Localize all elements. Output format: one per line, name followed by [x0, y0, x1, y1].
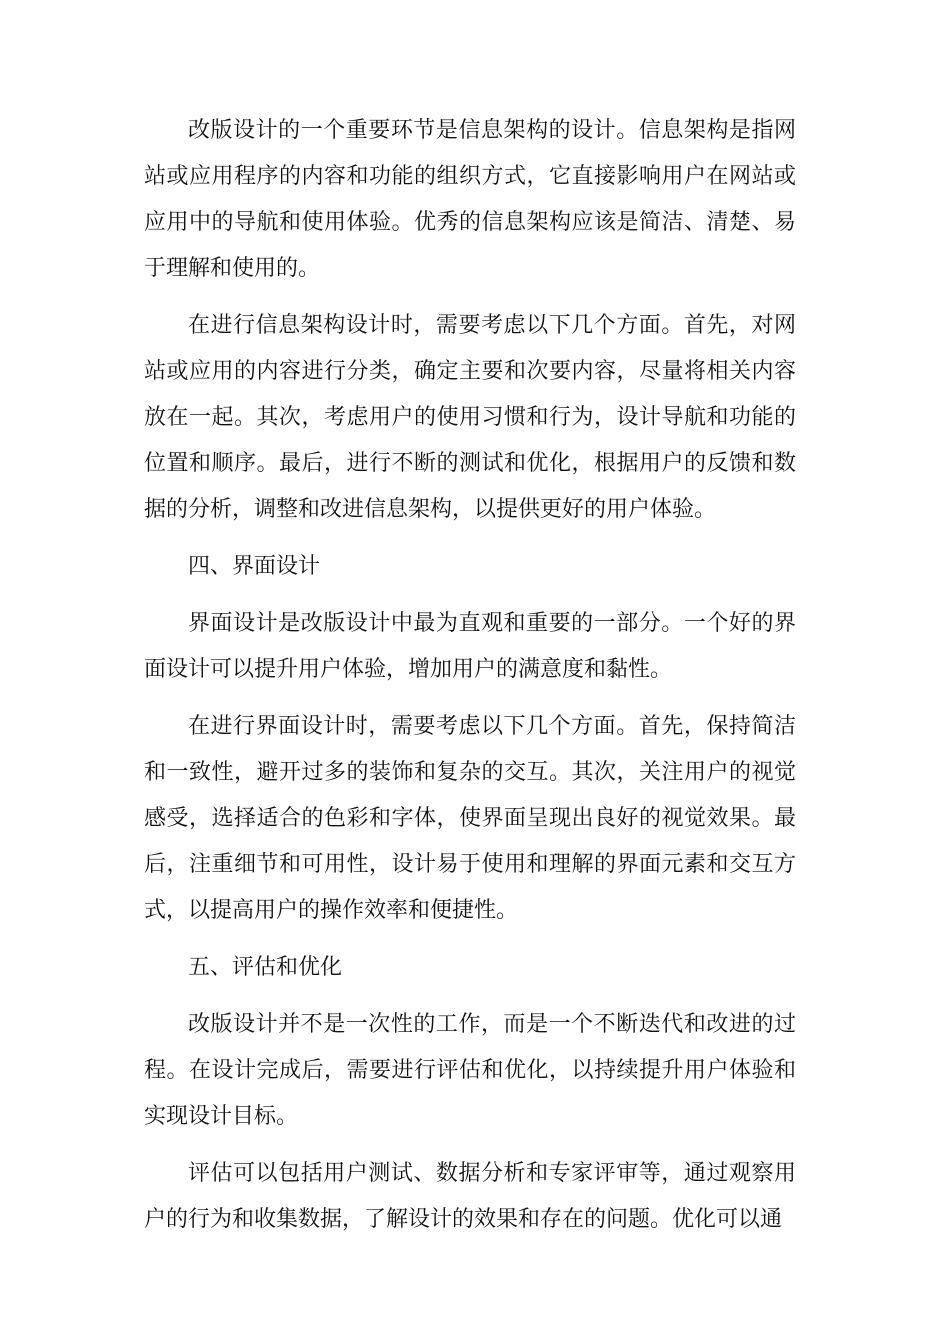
paragraph-info-architecture-considerations: 在进行信息架构设计时，需要考虑以下几个方面。首先，对网站或应用的内容进行分类，确定主要和次要内容，尽量将相关内容放在一起。其次，考虑用户的使用习惯和行为，设计导航和功能的位置和顺序。最后，进行不断的测试和优化，根据用户的反馈和数据的分析，调整和改进信息架构，以提供更好的用户体验。: [144, 313, 796, 522]
section-heading-evaluation-optimization: 五、评估和优化: [188, 955, 343, 980]
paragraph-evaluation-methods: 评估可以包括用户测试、数据分析和专家评审等，通过观察用户的行为和收集数据，了解设计的效果和存在的问题。优化可以通: [144, 1161, 796, 1232]
paragraph-info-architecture-intro: 改版设计的一个重要环节是信息架构的设计。信息架构是指网站或应用程序的内容和功能的组织方式，它直接影响用户在网站或应用中的导航和使用体验。优秀的信息架构应该是简洁、清楚、易于理解和使用的。: [144, 118, 796, 281]
section-heading-interface-design: 四、界面设计: [188, 554, 321, 579]
document-body: [144, 108, 796, 1254]
paragraph-interface-design-considerations: 在进行界面设计时，需要考虑以下几个方面。首先，保持简洁和一致性，避开过多的装饰和复杂的交互。其次，关注用户的视觉感受，选择适合的色彩和字体，使界面呈现出良好的视觉效果。最后，注重细节和可用性，设计易于使用和理解的界面元素和交互方式，以提高用户的操作效率和便捷性。: [144, 714, 796, 923]
paragraph-interface-design-intro: 界面设计是改版设计中最为直观和重要的一部分。一个好的界面设计可以提升用户体验，增加用户的满意度和黏性。: [144, 611, 796, 682]
paragraph-evaluation-intro: 改版设计并不是一次性的工作，而是一个不断迭代和改进的过程。在设计完成后，需要进行评估和优化，以持续提升用户体验和实现设计目标。: [144, 1012, 796, 1129]
